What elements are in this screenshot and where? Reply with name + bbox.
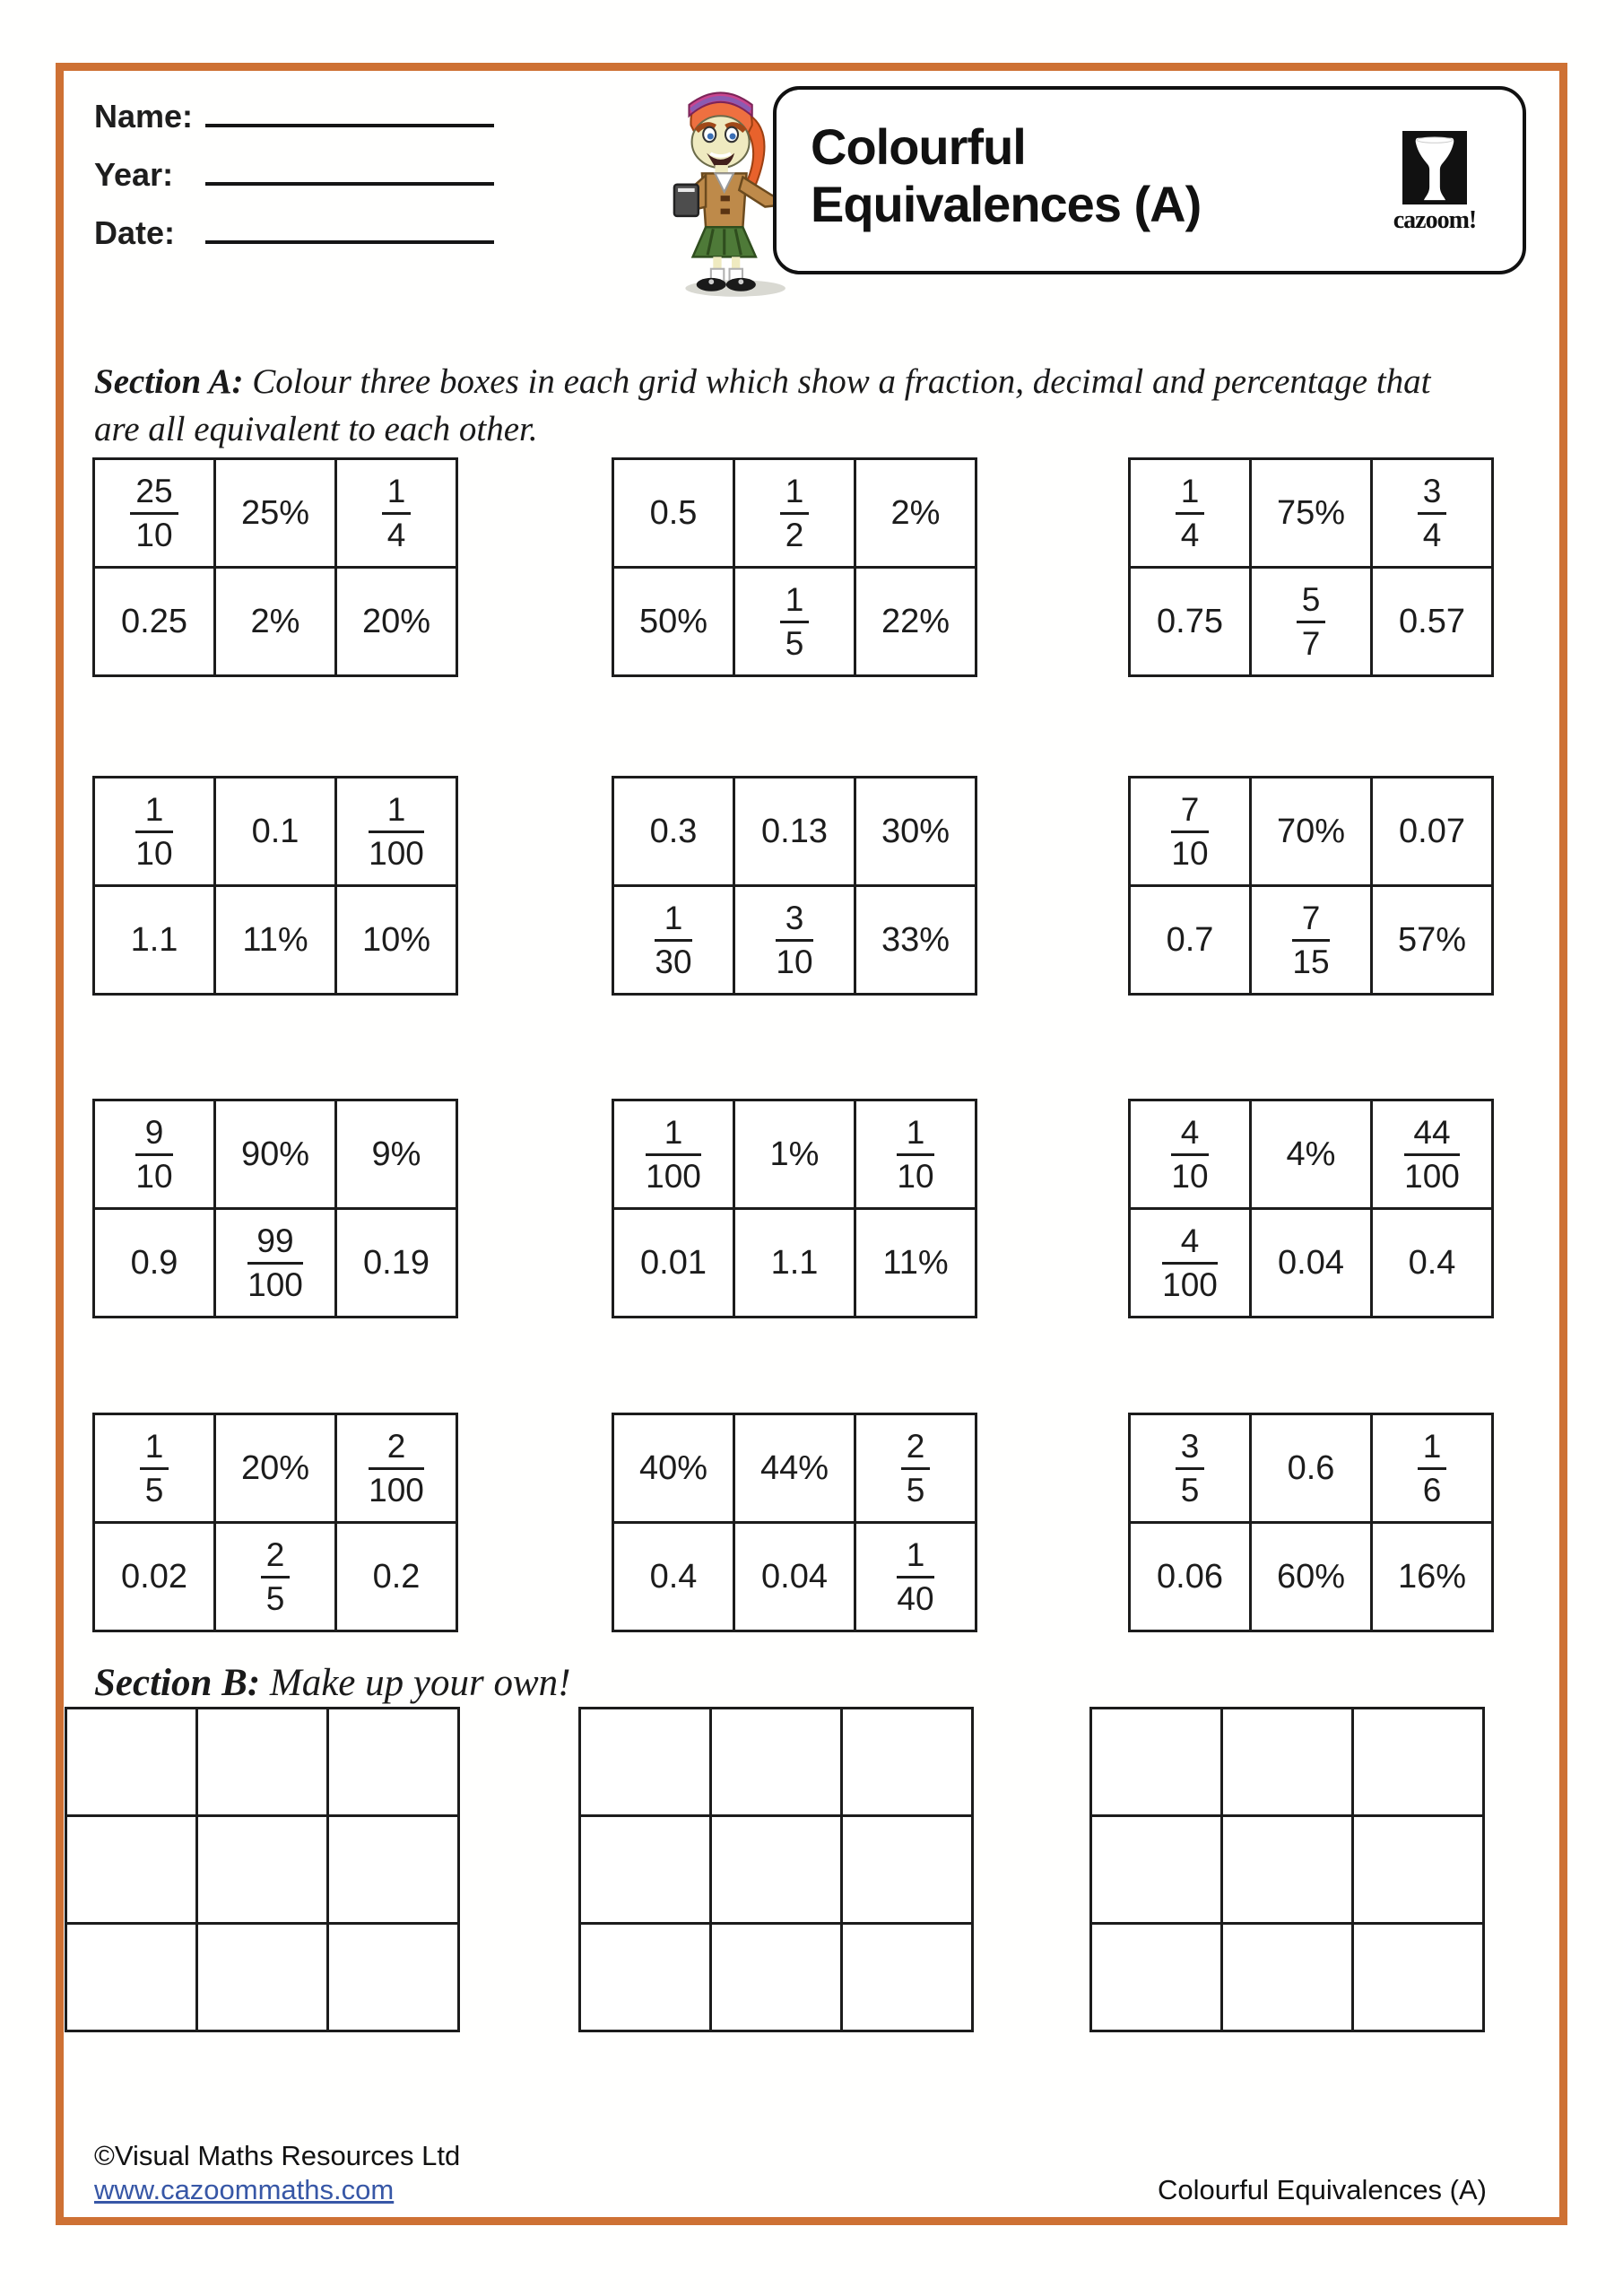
grid-cell[interactable]: 0.4 bbox=[613, 1523, 734, 1631]
blank-grid-3 bbox=[1089, 1707, 1485, 2032]
fraction-value: $\frac{4}{10}$ bbox=[1171, 1113, 1209, 1195]
blank-grid-cell[interactable] bbox=[711, 1816, 842, 1924]
grid-cell[interactable]: 0.01 bbox=[613, 1209, 734, 1318]
grid-cell[interactable]: 0.07 bbox=[1372, 778, 1493, 886]
grid-cell[interactable]: 0.06 bbox=[1130, 1523, 1251, 1631]
blank-grid-cell[interactable] bbox=[1091, 1709, 1222, 1816]
grid-cell[interactable] bbox=[613, 1100, 734, 1209]
grid-cell[interactable] bbox=[336, 459, 457, 568]
grid-cell[interactable]: 20% bbox=[215, 1414, 336, 1523]
fraction-value: $\frac{25}{10}$ bbox=[130, 474, 178, 553]
grid-cell[interactable] bbox=[1251, 568, 1372, 676]
djembe-drum-icon bbox=[1402, 131, 1467, 204]
grid-cell[interactable]: 0.02 bbox=[94, 1523, 215, 1631]
grid-cell[interactable] bbox=[336, 1414, 457, 1523]
grid-cell[interactable] bbox=[1130, 778, 1251, 886]
grid-cell[interactable]: 11% bbox=[215, 886, 336, 995]
grid-cell[interactable] bbox=[336, 778, 457, 886]
fraction-value: $\frac{1}{10}$ bbox=[135, 790, 173, 872]
blank-grid-cell[interactable] bbox=[197, 1709, 328, 1816]
grid-cell[interactable]: 75% bbox=[1251, 459, 1372, 568]
fraction-value: $\frac{1}{100}$ bbox=[646, 1113, 701, 1195]
blank-grid-cell[interactable] bbox=[1091, 1924, 1222, 2031]
equivalence-grid-1 bbox=[92, 457, 458, 677]
equivalence-grid-11 bbox=[612, 1413, 977, 1632]
grid-cell[interactable] bbox=[1130, 1100, 1251, 1209]
fraction-value: $\frac{3}{4}$ bbox=[1418, 474, 1447, 553]
year-field-row bbox=[94, 155, 494, 213]
student-fields bbox=[94, 97, 494, 272]
grid-cell[interactable]: 0.4 bbox=[1372, 1209, 1493, 1318]
fraction-value: $\frac{1}{5}$ bbox=[780, 582, 810, 662]
blank-grid-cell[interactable] bbox=[1353, 1816, 1484, 1924]
blank-grid-cell[interactable] bbox=[328, 1924, 459, 2031]
blank-grid-cell[interactable] bbox=[1091, 1816, 1222, 1924]
fraction-value: $\frac{3}{5}$ bbox=[1176, 1429, 1205, 1509]
name-field-row bbox=[94, 97, 494, 155]
copyright-text: ©Visual Maths Resources Ltd bbox=[94, 2140, 461, 2171]
blank-grid-1 bbox=[65, 1707, 460, 2032]
equivalence-grid-3 bbox=[1128, 457, 1494, 677]
year-label: Year: bbox=[94, 156, 174, 193]
blank-grid-cell[interactable] bbox=[328, 1709, 459, 1816]
grid-cell[interactable]: 60% bbox=[1251, 1523, 1372, 1631]
equivalence-grid-8 bbox=[612, 1099, 977, 1318]
fraction-value: $\frac{9}{10}$ bbox=[135, 1113, 173, 1195]
equivalence-grid-4 bbox=[92, 776, 458, 996]
website-link[interactable]: www.cazoommaths.com bbox=[94, 2174, 395, 2205]
blank-grid-cell[interactable] bbox=[66, 1816, 197, 1924]
grid-cell[interactable] bbox=[94, 1414, 215, 1523]
grid-cell[interactable] bbox=[613, 886, 734, 995]
fraction-value: $\frac{1}{2}$ bbox=[780, 474, 810, 553]
fraction-value: $\frac{1}{100}$ bbox=[369, 790, 424, 872]
grid-cell[interactable]: 0.57 bbox=[1372, 568, 1493, 676]
title-line-1: Colourful bbox=[811, 118, 1026, 175]
fraction-value: $\frac{99}{100}$ bbox=[247, 1222, 303, 1303]
grid-cell[interactable]: 90% bbox=[215, 1100, 336, 1209]
grid-cell[interactable]: 44% bbox=[734, 1414, 855, 1523]
grid-cell[interactable]: 10% bbox=[336, 886, 457, 995]
grid-cell[interactable] bbox=[1130, 1209, 1251, 1318]
blank-grid-cell[interactable] bbox=[580, 1709, 711, 1816]
blank-grid-cell[interactable] bbox=[1222, 1924, 1353, 2031]
fraction-value: $\frac{2}{5}$ bbox=[901, 1429, 931, 1509]
grid-cell[interactable]: 1% bbox=[734, 1100, 855, 1209]
grid-cell[interactable] bbox=[94, 459, 215, 568]
year-line[interactable] bbox=[205, 155, 494, 186]
blank-grid-cell[interactable] bbox=[580, 1924, 711, 2031]
grid-cell[interactable]: 0.7 bbox=[1130, 886, 1251, 995]
section-b-label: Section B: bbox=[94, 1662, 261, 1704]
blank-grid-cell[interactable] bbox=[1353, 1924, 1484, 2031]
equivalence-grid-7 bbox=[92, 1099, 458, 1318]
grid-cell[interactable]: 0.13 bbox=[734, 778, 855, 886]
blank-grid-cell[interactable] bbox=[842, 1816, 973, 1924]
grid-cell[interactable] bbox=[1130, 1414, 1251, 1523]
fraction-value: $\frac{1}{4}$ bbox=[382, 474, 412, 553]
blank-grid-cell[interactable] bbox=[1353, 1709, 1484, 1816]
grid-cell[interactable]: 1.1 bbox=[94, 886, 215, 995]
grid-cell[interactable]: 1.1 bbox=[734, 1209, 855, 1318]
blank-grid-cell[interactable] bbox=[66, 1709, 197, 1816]
date-field-row bbox=[94, 213, 494, 272]
name-label: Name: bbox=[94, 98, 194, 135]
grid-cell[interactable] bbox=[734, 886, 855, 995]
section-b-heading bbox=[94, 1657, 1448, 1709]
cazoom-logo-text: cazoom! bbox=[1393, 206, 1477, 234]
equivalence-grid-9 bbox=[1128, 1099, 1494, 1318]
section-a-heading bbox=[94, 359, 1448, 453]
blank-grid-cell[interactable] bbox=[711, 1924, 842, 2031]
grid-cell[interactable]: 2% bbox=[215, 568, 336, 676]
grid-cell[interactable] bbox=[1372, 1100, 1493, 1209]
grid-cell[interactable]: 0.75 bbox=[1130, 568, 1251, 676]
grid-cell[interactable] bbox=[94, 1100, 215, 1209]
grid-cell[interactable]: 57% bbox=[1372, 886, 1493, 995]
grid-cell[interactable]: 22% bbox=[855, 568, 976, 676]
fraction-value: $\frac{1}{4}$ bbox=[1176, 474, 1205, 553]
worksheet-title-box bbox=[773, 86, 1526, 274]
fraction-value: $\frac{3}{10}$ bbox=[776, 899, 813, 980]
section-a-label: Section A: bbox=[94, 362, 244, 401]
fraction-value: $\frac{1}{40}$ bbox=[897, 1535, 934, 1617]
grid-cell[interactable] bbox=[215, 1209, 336, 1318]
fraction-value: $\frac{4}{100}$ bbox=[1162, 1222, 1218, 1303]
grid-cell[interactable]: 4% bbox=[1251, 1100, 1372, 1209]
grid-cell[interactable]: 0.25 bbox=[94, 568, 215, 676]
blank-grid-cell[interactable] bbox=[66, 1924, 197, 2031]
blank-grid-cell[interactable] bbox=[842, 1709, 973, 1816]
grid-cell[interactable]: 0.6 bbox=[1251, 1414, 1372, 1523]
grid-cell[interactable] bbox=[94, 778, 215, 886]
grid-cell[interactable]: 0.04 bbox=[1251, 1209, 1372, 1318]
worksheet-name-footer: Colourful Equivalences (A) bbox=[1157, 2174, 1487, 2205]
grid-cell[interactable] bbox=[734, 568, 855, 676]
blank-grid-cell[interactable] bbox=[197, 1816, 328, 1924]
grid-cell[interactable]: 11% bbox=[855, 1209, 976, 1318]
grid-cell[interactable]: 16% bbox=[1372, 1523, 1493, 1631]
blank-grid-cell[interactable] bbox=[580, 1816, 711, 1924]
grid-cell[interactable] bbox=[855, 1414, 976, 1523]
grid-cell[interactable]: 9% bbox=[336, 1100, 457, 1209]
fraction-value: $\frac{2}{5}$ bbox=[261, 1537, 291, 1617]
grid-cell[interactable] bbox=[855, 1523, 976, 1631]
grid-cell[interactable] bbox=[1251, 886, 1372, 995]
blank-grid-cell[interactable] bbox=[711, 1709, 842, 1816]
equivalence-grid-12 bbox=[1128, 1413, 1494, 1632]
grid-cell[interactable]: 0.9 bbox=[94, 1209, 215, 1318]
fraction-value: $\frac{2}{100}$ bbox=[369, 1427, 424, 1509]
grid-cell[interactable]: 0.19 bbox=[336, 1209, 457, 1318]
grid-cell[interactable]: 0.1 bbox=[215, 778, 336, 886]
date-line[interactable] bbox=[205, 213, 494, 244]
grid-cell[interactable]: 20% bbox=[336, 568, 457, 676]
equivalence-grid-6 bbox=[1128, 776, 1494, 996]
section-a-instructions: Colour three boxes in each grid which show a fraction, decimal and percentage that are all equivalent to each other. bbox=[94, 362, 1431, 448]
grid-cell[interactable]: 30% bbox=[855, 778, 976, 886]
fraction-value: $\frac{1}{5}$ bbox=[140, 1429, 169, 1509]
grid-cell[interactable]: 40% bbox=[613, 1414, 734, 1523]
grid-cell[interactable] bbox=[855, 1100, 976, 1209]
blank-grid-cell[interactable] bbox=[1222, 1709, 1353, 1816]
name-line[interactable] bbox=[205, 97, 494, 127]
title-line-2: Equivalences (A) bbox=[811, 175, 1202, 232]
grid-cell[interactable] bbox=[215, 1523, 336, 1631]
blank-grid-cell[interactable] bbox=[842, 1924, 973, 2031]
blank-grid-2 bbox=[578, 1707, 974, 2032]
grid-cell[interactable]: 70% bbox=[1251, 778, 1372, 886]
blank-grid-cell[interactable] bbox=[1222, 1816, 1353, 1924]
cazoom-logo bbox=[1372, 131, 1497, 235]
equivalence-grid-10 bbox=[92, 1413, 458, 1632]
section-b-instructions: Make up your own! bbox=[269, 1662, 571, 1704]
fraction-value: $\frac{7}{10}$ bbox=[1171, 790, 1209, 872]
grid-cell[interactable] bbox=[1372, 1414, 1493, 1523]
grid-cell[interactable]: 0.5 bbox=[613, 459, 734, 568]
fraction-value: $\frac{1}{10}$ bbox=[897, 1113, 934, 1195]
equivalence-grid-2 bbox=[612, 457, 977, 677]
grid-cell[interactable]: 0.04 bbox=[734, 1523, 855, 1631]
grid-cell[interactable]: 50% bbox=[613, 568, 734, 676]
grid-cell[interactable]: 0.3 bbox=[613, 778, 734, 886]
grid-cell[interactable]: 0.2 bbox=[336, 1523, 457, 1631]
grid-cell[interactable]: 33% bbox=[855, 886, 976, 995]
fraction-value: $\frac{7}{15}$ bbox=[1292, 899, 1330, 980]
date-label: Date: bbox=[94, 214, 176, 251]
fraction-value: $\frac{1}{6}$ bbox=[1418, 1429, 1447, 1509]
grid-cell[interactable]: 2% bbox=[855, 459, 976, 568]
fraction-value: $\frac{5}{7}$ bbox=[1297, 582, 1326, 662]
grid-cell[interactable] bbox=[1130, 459, 1251, 568]
blank-grid-cell[interactable] bbox=[197, 1924, 328, 2031]
equivalence-grid-5 bbox=[612, 776, 977, 996]
grid-cell[interactable]: 25% bbox=[215, 459, 336, 568]
worksheet-title bbox=[811, 118, 1201, 233]
fraction-value: $\frac{1}{30}$ bbox=[655, 899, 692, 980]
grid-cell[interactable] bbox=[1372, 459, 1493, 568]
blank-grid-cell[interactable] bbox=[328, 1816, 459, 1924]
grid-cell[interactable] bbox=[734, 459, 855, 568]
fraction-value: $\frac{44}{100}$ bbox=[1404, 1113, 1460, 1195]
